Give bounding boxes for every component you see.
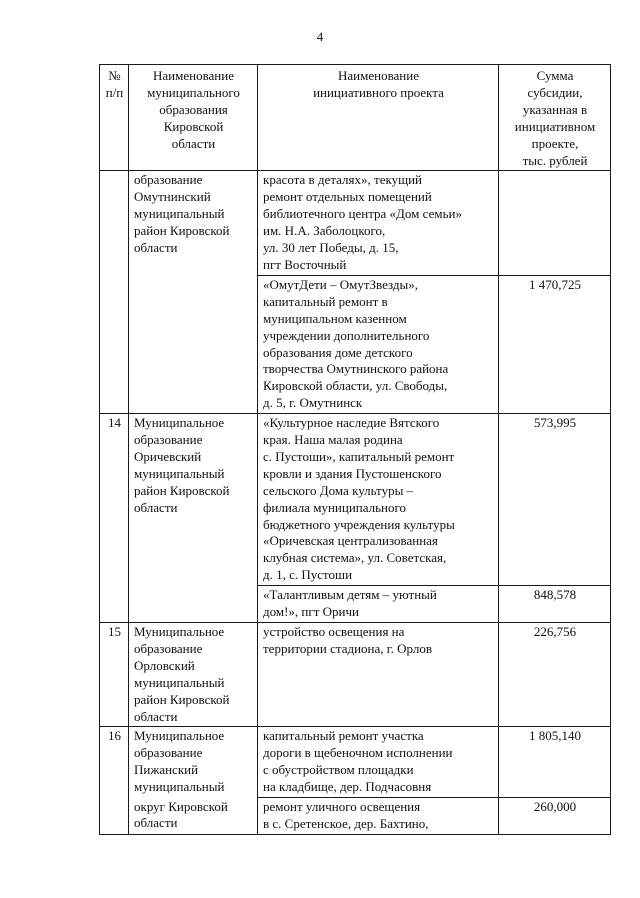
row-number: 16 xyxy=(100,727,129,834)
header-sum: Сумма субсидии, указанная в инициативном проекте, тыс. рублей xyxy=(499,65,611,171)
municipality-cell: образование Омутнинский муниципальный район Кировской области xyxy=(129,171,258,414)
project-cell: красота в деталях», текущий ремонт отдельных помещений библиотечного центра «Дом семьи» им. Н.А. Заболоцкого, ул. 30 лет Победы, д. 15, пгт Восточный xyxy=(258,171,499,275)
project-cell: ремонт уличного освещения в с. Сретенское, дер. Бахтино, xyxy=(258,798,499,835)
row-number: 14 xyxy=(100,414,129,623)
sum-cell: 1 470,725 xyxy=(499,275,611,413)
header-row xyxy=(100,65,611,171)
table-row xyxy=(100,414,611,586)
sum-cell: 226,756 xyxy=(499,623,611,727)
sum-cell xyxy=(499,171,611,275)
sum-cell: 260,000 xyxy=(499,798,611,835)
subsidy-table xyxy=(99,64,611,835)
project-cell: «ОмутДети – ОмутЗвезды», капитальный ремонт в муниципальном казенном учреждении дополнительного образования доме детского творчества Омутнинского района Кировской области, ул. Свободы, д. 5, г. Омутнинск xyxy=(258,275,499,413)
municipality-cell: Муниципальное образование Пижанский муниципальный xyxy=(129,727,258,798)
project-cell: «Культурное наследие Вятского края. Наша малая родина с. Пустоши», капитальный ремонт кровли и здания Пустошенского сельского Дома культуры – филиала муниципального бюджетного учреждения культуры «Оричевская централизованная клубная система», ул. Советская, д. 1, с. Пустоши xyxy=(258,414,499,586)
table-row xyxy=(100,623,611,727)
table-row xyxy=(100,798,611,835)
row-number xyxy=(100,171,129,414)
header-municipality: Наименование муниципального образования Кировской области xyxy=(129,65,258,171)
municipality-cell-continued: округ Кировской области xyxy=(129,798,258,835)
project-cell: капитальный ремонт участка дороги в щебеночном исполнении с обустройством площадки на кладбище, дер. Подчасовня xyxy=(258,727,499,798)
sum-cell: 848,578 xyxy=(499,586,611,623)
header-num: № п/п xyxy=(100,65,129,171)
municipality-cell: Муниципальное образование Оричевский муниципальный район Кировской области xyxy=(129,414,258,623)
project-cell: устройство освещения на территории стадиона, г. Орлов xyxy=(258,623,499,727)
table-row xyxy=(100,171,611,275)
project-cell: «Талантливым детям – уютный дом!», пгт Оричи xyxy=(258,586,499,623)
sum-cell: 573,995 xyxy=(499,414,611,586)
sum-cell: 1 805,140 xyxy=(499,727,611,798)
row-number: 15 xyxy=(100,623,129,727)
table-row xyxy=(100,727,611,798)
municipality-cell: Муниципальное образование Орловский муниципальный район Кировской области xyxy=(129,623,258,727)
page-number: 4 xyxy=(316,29,324,44)
header-project: Наименование инициативного проекта xyxy=(258,65,499,171)
